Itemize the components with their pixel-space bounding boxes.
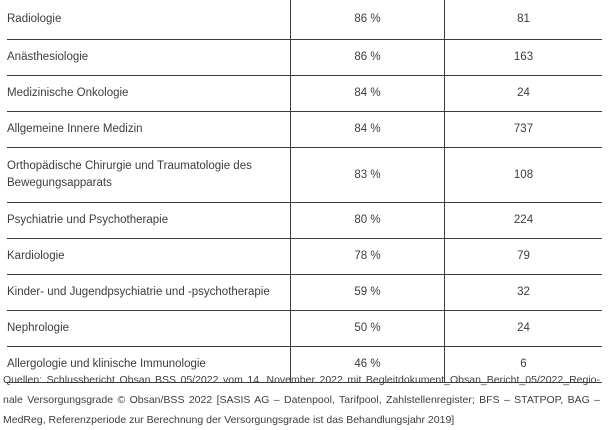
coverage-cell: 80 %	[291, 203, 445, 239]
count-cell: 163	[445, 40, 603, 76]
coverage-cell: 84 %	[291, 112, 445, 148]
specialty-cell: Radiologie	[7, 0, 291, 40]
specialty-cell: Anästhesiologie	[7, 40, 291, 76]
table-row	[7, 148, 602, 203]
source-note-line: nale Versorgungsgrade © Obsan/BSS 2022 [SASIS AG – Datenpool, Tarifpool, Zahlstellenregister; BFS – STATPOP, BAG –	[3, 394, 600, 406]
table-row	[7, 311, 602, 347]
count-cell: 737	[445, 112, 603, 148]
count-cell: 224	[445, 203, 603, 239]
count-cell: 79	[445, 239, 603, 275]
source-note	[3, 370, 600, 430]
table-row	[7, 239, 602, 275]
specialty-cell: Orthopädische Chirurgie und Traumatologie des Bewegungsapparats	[7, 148, 291, 203]
table-row	[7, 40, 602, 76]
count-cell: 24	[445, 311, 603, 347]
source-note-line: MedReg, Referenzperiode zur Berechnung der Versorgungsgrade ist das Behandlungsjahr 2019]	[3, 414, 455, 426]
coverage-cell: 83 %	[291, 148, 445, 203]
specialty-cell: Kardiologie	[7, 239, 291, 275]
specialty-cell: Allergologie und klinische Immunologie	[7, 347, 291, 383]
count-cell: 108	[445, 148, 603, 203]
coverage-cell: 86 %	[291, 0, 445, 40]
count-cell: 6	[445, 347, 603, 383]
specialty-cell: Psychiatrie und Psychotherapie	[7, 203, 291, 239]
table-row	[7, 112, 602, 148]
specialty-cell: Nephrologie	[7, 311, 291, 347]
specialty-coverage-table	[7, 0, 602, 383]
coverage-cell: 50 %	[291, 311, 445, 347]
specialty-cell: Kinder- und Jugendpsychiatrie und -psychotherapie	[7, 275, 291, 311]
coverage-cell: 78 %	[291, 239, 445, 275]
count-cell: 81	[445, 0, 603, 40]
specialty-cell: Allgemeine Innere Medizin	[7, 112, 291, 148]
source-note-line: Quellen: Schlussbericht Obsan BSS 05/2022 vom 14. November 2022 mit Begleitdokument_Obsan_Bericht_05/2022_Regio-	[3, 374, 600, 386]
coverage-cell: 84 %	[291, 76, 445, 112]
table-row	[7, 203, 602, 239]
coverage-cell: 86 %	[291, 40, 445, 76]
table-row	[7, 275, 602, 311]
coverage-cell: 46 %	[291, 347, 445, 383]
table-row	[7, 0, 602, 40]
count-cell: 32	[445, 275, 603, 311]
count-cell: 24	[445, 76, 603, 112]
table-row	[7, 76, 602, 112]
coverage-cell: 59 %	[291, 275, 445, 311]
specialty-cell: Medizinische Onkologie	[7, 76, 291, 112]
